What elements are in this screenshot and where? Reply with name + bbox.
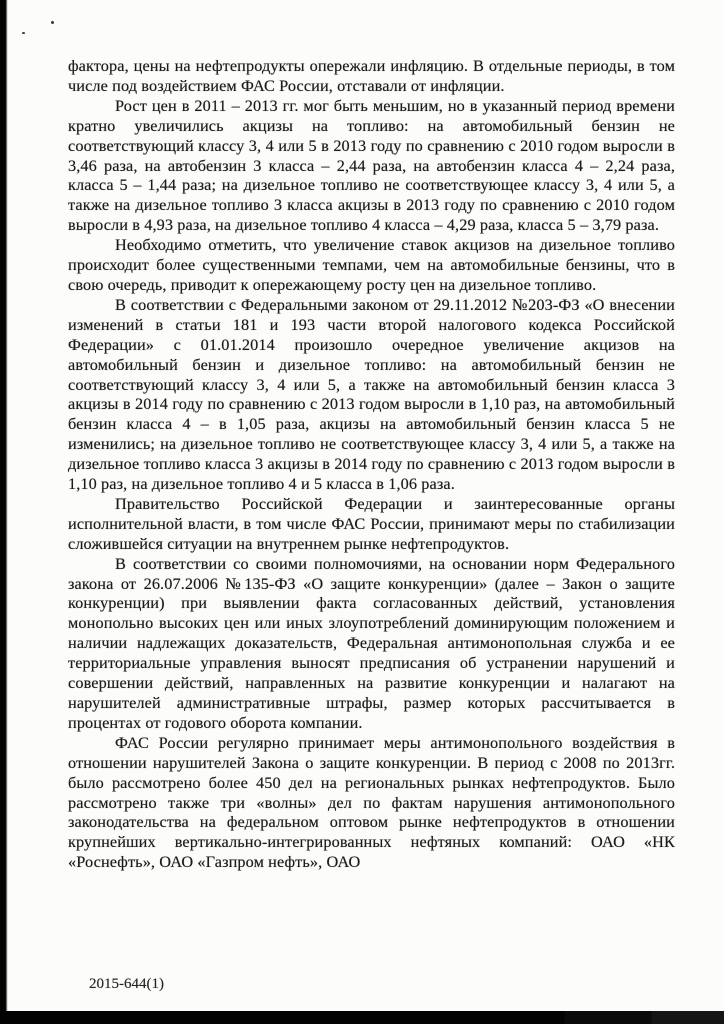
paragraph-diesel-excise-note: Необходимо отметить, что увеличение ставок акцизов на дизельное топливо происходит более существенными темпами, чем на автомобильные бензины, что в свою очередь, приводит к опережающему росту цен на дизельное топливо. <box>68 235 675 294</box>
paragraph-continuation: фактора, цены на нефтепродукты опережали инфляцию. В отдельные периоды, в том числе под воздействием ФАС России, отставали от инфляции. <box>68 56 675 95</box>
scan-edge-bottom <box>0 1011 724 1024</box>
paragraph-law-135-fz-fas-powers: В соответствии со своими полномочиями, на основании норм Федерального закона от 26.07.2006 №135-ФЗ «О защите конкуренции» (далее – Закон о защите конкуренции) при выявлении факта согласованных действий, установления монопольно высоких цен или иных злоупотреблений доминирующим положением и наличии надлежащих доказательств, Федеральная антимонопольная служба и ее территориальные управления выносят предписания об устранении нарушений и совершении действий, направленных на развитие конкуренции и налагают на нарушителей административные штрафы, размер которых рассчитывается в процентах от годового оборота компании. <box>68 553 675 732</box>
paragraph-price-growth-2011-2013: Рост цен в 2011 – 2013 гг. мог быть меньшим, но в указанный период времени кратно увеличились акцизы на топливо: на автомобильный бензин не соответствующий классу 3, 4 или 5 в 2013 году по сравнению с 2010 годом выросли в 3,46 раза, на автобензин 3 класса – 2,44 раза, на автобензин класса 4 – 2,24 раза, класса 5 – 1,44 раза; на дизельное топливо не соответствующее классу 3, 4 или 5, а также на дизельное топливо 3 класса акцизы в 2013 году по сравнению с 2010 годом выросли в 4,93 раза, на дизельное топливо 4 класса – 4,29 раза, класса 5 – 3,79 раза. <box>68 95 675 235</box>
paragraph-government-measures: Правительство Российской Федерации и заинтересованные органы исполнительной власти, в том числе ФАС России, принимают меры по стабилизации сложившейся ситуации на внутреннем рынке нефтепродуктов. <box>68 493 675 553</box>
scan-speck <box>22 32 25 34</box>
document-body <box>68 56 675 872</box>
paragraph-fas-enforcement-cases: ФАС России регулярно принимает меры антимонопольного воздействия в отношении нарушителей Закона о защите конкуренции. В период с 2008 по 2013гг. было рассмотрено более 450 дел на региональных рынках нефтепродуктов. Было рассмотрено также три «волны» дел по фактам нарушения антимонопольного законодательства на федеральном оптовом рынке нефтепродуктов в отношении крупнейших вертикально-интегрированных нефтяных компаний: ОАО «НК «Роснефть», ОАО «Газпром нефть», ОАО <box>68 732 675 872</box>
document-code: 2015-644(1) <box>89 976 164 992</box>
scan-edge-left <box>0 0 8 1024</box>
scan-speck <box>51 21 54 24</box>
paragraph-law-203-fz-2014: В соответствии с Федеральными законом от 29.11.2012 №203-ФЗ «О внесении изменений в статьи 181 и 193 части второй налогового кодекса Российской Федерации» с 01.01.2014 произошло очередное увеличение акцизов на автомобильный бензин и дизельное топливо: на автомобильный бензин не соответствующий классу 3, 4 или 5, а также на автомобильный бензин класса 3 акцизы в 2014 году по сравнению с 2013 годом выросли в 1,10 раз, на автомобильный бензин класса 4 – в 1,05 раза, акцизы на автомобильный бензин класса 5 не изменились; на дизельное топливо не соответствующее классу 3, 4 или 5, а также на дизельное топливо класса 3 акцизы в 2014 году по сравнению с 2013 годом выросли в 1,10 раз, на дизельное топливо 4 и 5 класса в 1,06 раза. <box>68 294 675 494</box>
